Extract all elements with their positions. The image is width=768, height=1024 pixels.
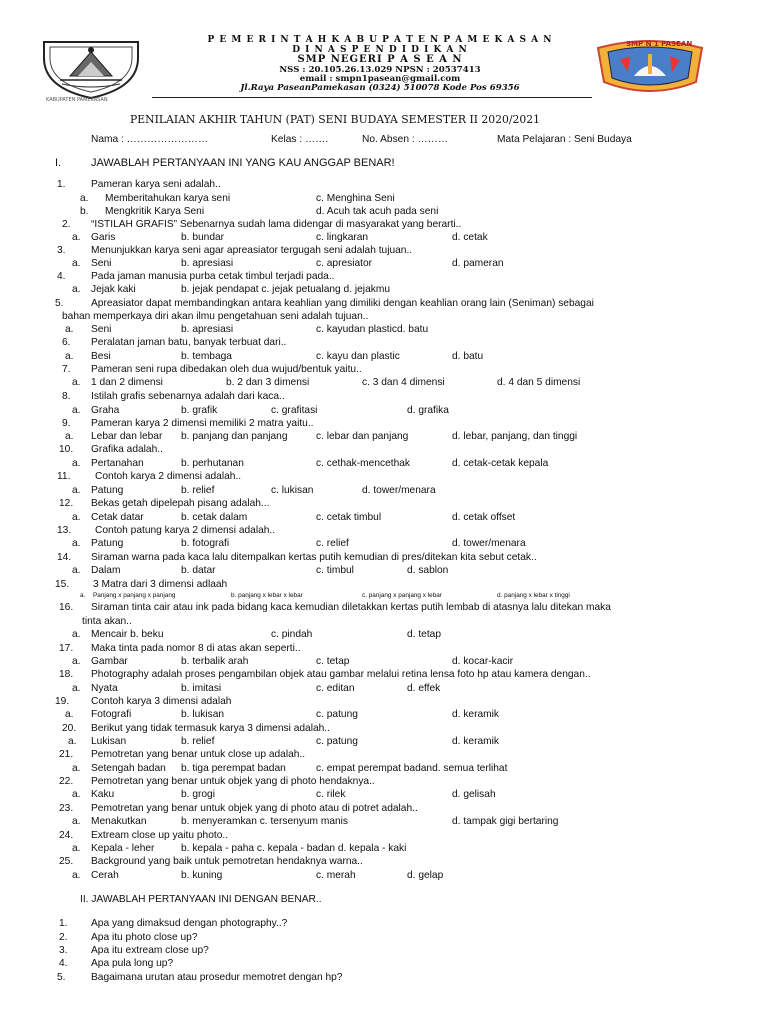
question-line xyxy=(0,803,768,816)
question-text: “ISTILAH GRAFIS” Sebenarnya sudah lama didengar di masyarakat yang berarti.. xyxy=(91,219,462,230)
question-line xyxy=(0,629,768,642)
question-text: Graha xyxy=(91,405,120,416)
question-text: a. xyxy=(68,736,77,747)
question-text: Pertanahan xyxy=(91,458,144,469)
question-text: 25. xyxy=(59,856,74,867)
question-text: a. xyxy=(80,592,86,599)
question-text: Kaku xyxy=(91,789,115,800)
question-text: a. xyxy=(72,789,81,800)
question-line xyxy=(0,843,768,856)
question-text: c. lingkaran xyxy=(316,232,369,243)
question-text: a. xyxy=(72,763,81,774)
question-text: Pemotretan yang benar untuk objek yang di photo hendaknya.. xyxy=(91,776,375,787)
question-text: 15. xyxy=(55,579,70,590)
question-text: a. xyxy=(65,324,74,335)
question-text: d. gelap xyxy=(407,870,444,881)
question-line xyxy=(0,945,768,958)
question-text: II. JAWABLAH PERTANYAAN INI DENGAN BENAR.. xyxy=(80,894,322,905)
question-text: a. xyxy=(72,458,81,469)
question-text: b. menyeramkan c. tersenyum manis xyxy=(181,816,349,827)
question-text: b. panjang x lebar x lebar xyxy=(231,592,303,599)
question-text: Nyata xyxy=(91,683,118,694)
question-line xyxy=(0,311,768,324)
question-text: c. relief xyxy=(316,538,349,549)
question-text: Kepala - leher xyxy=(91,843,155,854)
question-text: 9. xyxy=(62,418,71,429)
question-line xyxy=(0,643,768,656)
question-text: Lebar dan lebar xyxy=(91,431,163,442)
question-line xyxy=(0,271,768,284)
question-line xyxy=(0,351,768,364)
question-text: d. sablon xyxy=(407,565,449,576)
question-text: 16. xyxy=(59,602,74,613)
question-text: a. xyxy=(65,709,74,720)
question-text: b. tiga perempat badan xyxy=(181,763,286,774)
question-text: Extream close up yaitu photo.. xyxy=(91,830,229,841)
question-text: Pameran seni rupa dibedakan oleh dua wujud/bentuk yaitu.. xyxy=(91,364,362,375)
question-text: Grafika adalah.. xyxy=(91,444,163,455)
question-line xyxy=(0,776,768,789)
question-text: 21. xyxy=(59,749,74,760)
question-text: a. xyxy=(72,485,81,496)
question-text: Mengkritik Karya Seni xyxy=(105,206,205,217)
question-text: Bagaimana urutan atau prosedur memotret dengan hp? xyxy=(91,972,343,983)
question-line xyxy=(0,193,768,206)
question-text: 3. xyxy=(59,945,68,956)
question-text: c. panjang x panjang x lebar xyxy=(362,592,442,599)
question-text: Menakutkan xyxy=(91,816,147,827)
question-text: a. xyxy=(72,377,81,388)
question-text: c. patung xyxy=(316,709,358,720)
question-text: d. pameran xyxy=(452,258,504,269)
question-text: 3. xyxy=(57,245,66,256)
question-line xyxy=(0,736,768,749)
question-text: Bekas getah dipelepah pisang adalah... xyxy=(91,498,270,509)
question-text: Dalam xyxy=(91,565,121,576)
question-line xyxy=(0,258,768,271)
question-text: Pemotretan yang benar untuk close up adalah.. xyxy=(91,749,306,760)
question-line xyxy=(0,723,768,736)
question-text: Siraman warna pada kaca lalu ditempalkan kertas putih kemudian di pres/ditekan kita sebut cetak.. xyxy=(91,552,537,563)
question-text: Cetak datar xyxy=(91,512,144,523)
question-text: Patung xyxy=(91,485,124,496)
question-text: c. merah xyxy=(316,870,356,881)
question-text: b. relief xyxy=(181,485,215,496)
question-text: 18. xyxy=(59,669,74,680)
question-text: c. kayu dan plastic xyxy=(316,351,400,362)
question-text: d. tower/menara xyxy=(362,485,436,496)
question-text: a. xyxy=(72,870,81,881)
question-line xyxy=(0,337,768,350)
question-text: 1. xyxy=(59,918,68,929)
question-line xyxy=(0,324,768,337)
question-line xyxy=(0,458,768,471)
question-text: a. xyxy=(72,405,81,416)
question-text: c. lebar dan panjang xyxy=(316,431,409,442)
question-line xyxy=(0,206,768,219)
question-text: Apa pula long up? xyxy=(91,958,174,969)
question-text: Garis xyxy=(91,232,116,243)
question-text: a. xyxy=(72,284,81,295)
question-text: c. cetak timbul xyxy=(316,512,382,523)
section-1-title: JAWABLAH PERTANYAAN INI YANG KAU ANGGAP BENAR! xyxy=(91,157,395,169)
question-text: 19. xyxy=(55,696,70,707)
question-text: c. patung xyxy=(316,736,358,747)
question-text: b. perhutanan xyxy=(181,458,244,469)
question-text: b. tembaga xyxy=(181,351,232,362)
question-text: 12. xyxy=(59,498,74,509)
question-line xyxy=(0,763,768,776)
question-text: a. xyxy=(72,629,81,640)
question-text: 22. xyxy=(59,776,74,787)
header-address: Jl.Raya PaseanPamekasan (0324) 510078 Kode Pos 69356 xyxy=(240,83,520,93)
question-text: 10. xyxy=(59,444,74,455)
question-text: d. tetap xyxy=(407,629,441,640)
question-text: b. panjang dan panjang xyxy=(181,431,288,442)
question-line xyxy=(0,894,768,907)
question-text: d. cetak xyxy=(452,232,488,243)
question-line xyxy=(0,471,768,484)
question-line xyxy=(0,749,768,762)
question-text: b. jejak pendapat c. jejak petualang d. jejakmu xyxy=(181,284,390,295)
question-text: a. xyxy=(72,843,81,854)
question-line xyxy=(0,245,768,258)
question-line xyxy=(0,870,768,883)
question-text: Seni xyxy=(91,324,112,335)
regency-crest-logo xyxy=(32,38,150,100)
question-text: Maka tinta pada nomor 8 di atas akan seperti.. xyxy=(91,643,301,654)
question-line xyxy=(0,552,768,565)
question-text: c. grafitasi xyxy=(271,405,318,416)
question-text: b. grafik xyxy=(181,405,218,416)
question-text: Cerah xyxy=(91,870,119,881)
question-text: d. panjang x lebar x tinggi xyxy=(497,592,570,599)
question-text: Contoh karya 3 dimensi adalah xyxy=(91,696,232,707)
question-text: Panjang x panjang x panjang xyxy=(93,592,176,599)
question-text: c. apresiator xyxy=(316,258,373,269)
question-text: 14. xyxy=(57,552,72,563)
question-text: 6. xyxy=(62,337,71,348)
section-1-number: I. xyxy=(55,157,62,169)
question-line xyxy=(0,616,768,629)
question-text: Gambar xyxy=(91,656,128,667)
question-text: 7. xyxy=(62,364,71,375)
question-text: Mencair b. beku xyxy=(91,629,164,640)
header-school-name: SMP NEGERI P A S E A N xyxy=(297,54,463,65)
question-line xyxy=(0,498,768,511)
question-text: b. fotografi xyxy=(181,538,230,549)
question-line xyxy=(0,444,768,457)
question-text: a. xyxy=(72,683,81,694)
question-text: Seni xyxy=(91,258,112,269)
question-line xyxy=(0,391,768,404)
question-line xyxy=(0,405,768,418)
question-line xyxy=(0,856,768,869)
question-text: a. xyxy=(65,351,74,362)
question-text: b. 2 dan 3 dimensi xyxy=(226,377,310,388)
question-text: d. 4 dan 5 dimensi xyxy=(497,377,581,388)
question-text: Setengah badan xyxy=(91,763,166,774)
question-text: Berikut yang tidak termasuk karya 3 dimensi adalah.. xyxy=(91,723,330,734)
question-text: a. xyxy=(72,538,81,549)
header-government: P E M E R I N T A H K A B U P A T E N P A M E K A S A N xyxy=(207,35,553,45)
question-text: 17. xyxy=(59,643,74,654)
question-text: c. rilek xyxy=(316,789,346,800)
question-text: b. bundar xyxy=(181,232,225,243)
question-text: d. tower/menara xyxy=(452,538,526,549)
question-text: 20. xyxy=(62,723,77,734)
question-text: 8. xyxy=(62,391,71,402)
question-text: d. cetak offset xyxy=(452,512,516,523)
question-text: b. datar xyxy=(181,565,216,576)
question-text: Contoh patung karya 2 dimensi adalah.. xyxy=(95,525,276,536)
question-line xyxy=(0,179,768,192)
question-text: b. relief xyxy=(181,736,215,747)
question-text: c. pindah xyxy=(271,629,313,640)
exam-title: PENILAIAN AKHIR TAHUN (PAT) SENI BUDAYA SEMESTER II 2020/2021 xyxy=(130,113,541,126)
question-line xyxy=(0,656,768,669)
question-text: d. kocar-kacir xyxy=(452,656,514,667)
question-text: 1. xyxy=(57,179,66,190)
question-text: a. xyxy=(72,816,81,827)
question-line xyxy=(0,377,768,390)
question-text: a. xyxy=(72,656,81,667)
question-text: c. Menghina Seni xyxy=(316,193,395,204)
field-mata-pelajaran: Mata Pelajaran : Seni Budaya xyxy=(497,134,632,145)
question-text: d. keramik xyxy=(452,736,499,747)
field-nama: Nama : …………………… xyxy=(91,134,209,145)
question-line xyxy=(0,709,768,722)
question-text: b. kuning xyxy=(181,870,223,881)
question-line xyxy=(0,538,768,551)
question-text: a. xyxy=(65,431,74,442)
question-text: Menunjukkan karya seni agar apreasiator tergugah seni adalah tujuan.. xyxy=(91,245,413,256)
question-text: 23. xyxy=(59,803,74,814)
question-line xyxy=(0,232,768,245)
field-kelas: Kelas : ……. xyxy=(271,134,329,145)
question-line xyxy=(0,565,768,578)
question-line xyxy=(0,816,768,829)
question-line xyxy=(0,364,768,377)
question-text: a. xyxy=(72,512,81,523)
question-text: d. keramik xyxy=(452,709,499,720)
question-text: tinta akan.. xyxy=(82,616,132,627)
question-line xyxy=(0,512,768,525)
question-text: 2. xyxy=(62,219,71,230)
header-department: D I N A S P E N D I D I K A N xyxy=(292,45,468,55)
header-nss-npsn: NSS : 20.105.26.13.029 NPSN : 20537413 xyxy=(279,65,481,75)
question-text: Memberitahukan karya seni xyxy=(105,193,231,204)
question-line xyxy=(0,696,768,709)
question-text: 5. xyxy=(55,298,64,309)
question-text: Fotografi xyxy=(91,709,132,720)
question-text: d. Acuh tak acuh pada seni xyxy=(316,206,439,217)
question-text: Apa yang dimaksud dengan photography..? xyxy=(91,918,288,929)
question-line xyxy=(0,284,768,297)
question-text: Apa itu extream close up? xyxy=(91,945,209,956)
question-text: Pameran karya seni adalah.. xyxy=(91,179,221,190)
question-line xyxy=(0,579,768,592)
question-line xyxy=(0,669,768,682)
question-text: b. kepala - paha c. kepala - badan d. kepala - kaki xyxy=(181,843,407,854)
question-text: a. xyxy=(72,258,81,269)
question-text: Background yang baik untuk pemotretan hendaknya warna.. xyxy=(91,856,363,867)
question-text: 24. xyxy=(59,830,74,841)
question-line xyxy=(0,958,768,971)
question-text: 13. xyxy=(57,525,72,536)
question-line xyxy=(0,972,768,985)
question-line xyxy=(0,298,768,311)
question-text: c. empat perempat badand. semua terlihat xyxy=(316,763,508,774)
question-text: b. apresiasi xyxy=(181,324,234,335)
school-emblem-caption: SMP N 1 PASEAN xyxy=(626,40,693,48)
question-line xyxy=(0,418,768,431)
question-text: b. imitasi xyxy=(181,683,222,694)
question-text: c. cethak-mencethak xyxy=(316,458,410,469)
question-text: d. effek xyxy=(407,683,441,694)
question-text: c. lukisan xyxy=(271,485,314,496)
question-text: Istilah grafis sebenarnya adalah dari kaca.. xyxy=(91,391,285,402)
question-text: d. grafika xyxy=(407,405,449,416)
question-text: Lukisan xyxy=(91,736,127,747)
question-text: c. editan xyxy=(316,683,355,694)
question-text: b. lukisan xyxy=(181,709,225,720)
question-text: b. grogi xyxy=(181,789,215,800)
question-text: d. cetak-cetak kepala xyxy=(452,458,549,469)
regency-crest-caption: KABUPATEN PAMEKASAN xyxy=(46,97,108,103)
question-text: Apreasiator dapat membandingkan antara keahlian yang dimiliki dengan keahlian orang lain (Seniman) sebagai xyxy=(91,298,594,309)
question-text: 4. xyxy=(59,958,68,969)
question-text: Jejak kaki xyxy=(91,284,136,295)
question-text: c. 3 dan 4 dimensi xyxy=(362,377,445,388)
question-line xyxy=(0,932,768,945)
question-text: 11. xyxy=(57,471,71,482)
question-text: Peralatan jaman batu, banyak terbuat dari.. xyxy=(91,337,287,348)
question-text: b. cetak dalam xyxy=(181,512,248,523)
question-text: Contoh karya 2 dimensi adalah.. xyxy=(95,471,242,482)
question-text: Pada jaman manusia purba cetak timbul terjadi pada.. xyxy=(91,271,335,282)
question-text: c. kayudan plasticd. batu xyxy=(316,324,429,335)
question-text: b. apresiasi xyxy=(181,258,234,269)
question-text: 1 dan 2 dimensi xyxy=(91,377,163,388)
question-line xyxy=(0,525,768,538)
question-text: Pameran karya 2 dimensi memiliki 2 matra yaitu.. xyxy=(91,418,314,429)
question-text: b. terbalik arah xyxy=(181,656,249,667)
field-absen: No. Absen : ……… xyxy=(362,134,449,145)
question-text: b. xyxy=(80,206,89,217)
question-text: d. lebar, panjang, dan tinggi xyxy=(452,431,578,442)
question-line xyxy=(0,602,768,615)
question-text: Photography adalah proses pengambilan objek atau gambar melalui retina lensa foto hp atau kamera dengan.. xyxy=(91,669,591,680)
question-text: a. xyxy=(72,565,81,576)
header-email: email : smpn1pasean@gmail.com xyxy=(299,74,461,84)
question-text: 2. xyxy=(59,932,68,943)
question-text: Siraman tinta cair atau ink pada bidang kaca kemudian diletakkan kertas putih lembab di atasnya lalu ditekan maka xyxy=(91,602,611,613)
question-text: d. batu xyxy=(452,351,484,362)
question-line xyxy=(0,219,768,232)
question-text: Pemotretan yang benar untuk objek yang di photo atau di potret adalah.. xyxy=(91,803,418,814)
question-text: 4. xyxy=(57,271,66,282)
question-text: Besi xyxy=(91,351,111,362)
question-text: d. tampak gigi bertaring xyxy=(452,816,559,827)
question-line xyxy=(0,683,768,696)
question-text: bahan memperkaya diri akan ilmu pengetahuan seni adalah tujuan.. xyxy=(62,311,369,322)
question-text: a. xyxy=(80,193,89,204)
question-line xyxy=(0,485,768,498)
question-text: c. tetap xyxy=(316,656,350,667)
question-line xyxy=(0,918,768,931)
question-text: Patung xyxy=(91,538,124,549)
question-text: a. xyxy=(72,232,81,243)
question-text: Apa itu photo close up? xyxy=(91,932,198,943)
question-text: 5. xyxy=(57,972,66,983)
question-text: c. timbul xyxy=(316,565,354,576)
question-line xyxy=(0,830,768,843)
question-text: 3 Matra dari 3 dimensi adlaah xyxy=(93,579,228,590)
letterhead-divider xyxy=(152,97,592,98)
question-line xyxy=(0,789,768,802)
question-line xyxy=(0,431,768,444)
question-text: d. gelisah xyxy=(452,789,496,800)
